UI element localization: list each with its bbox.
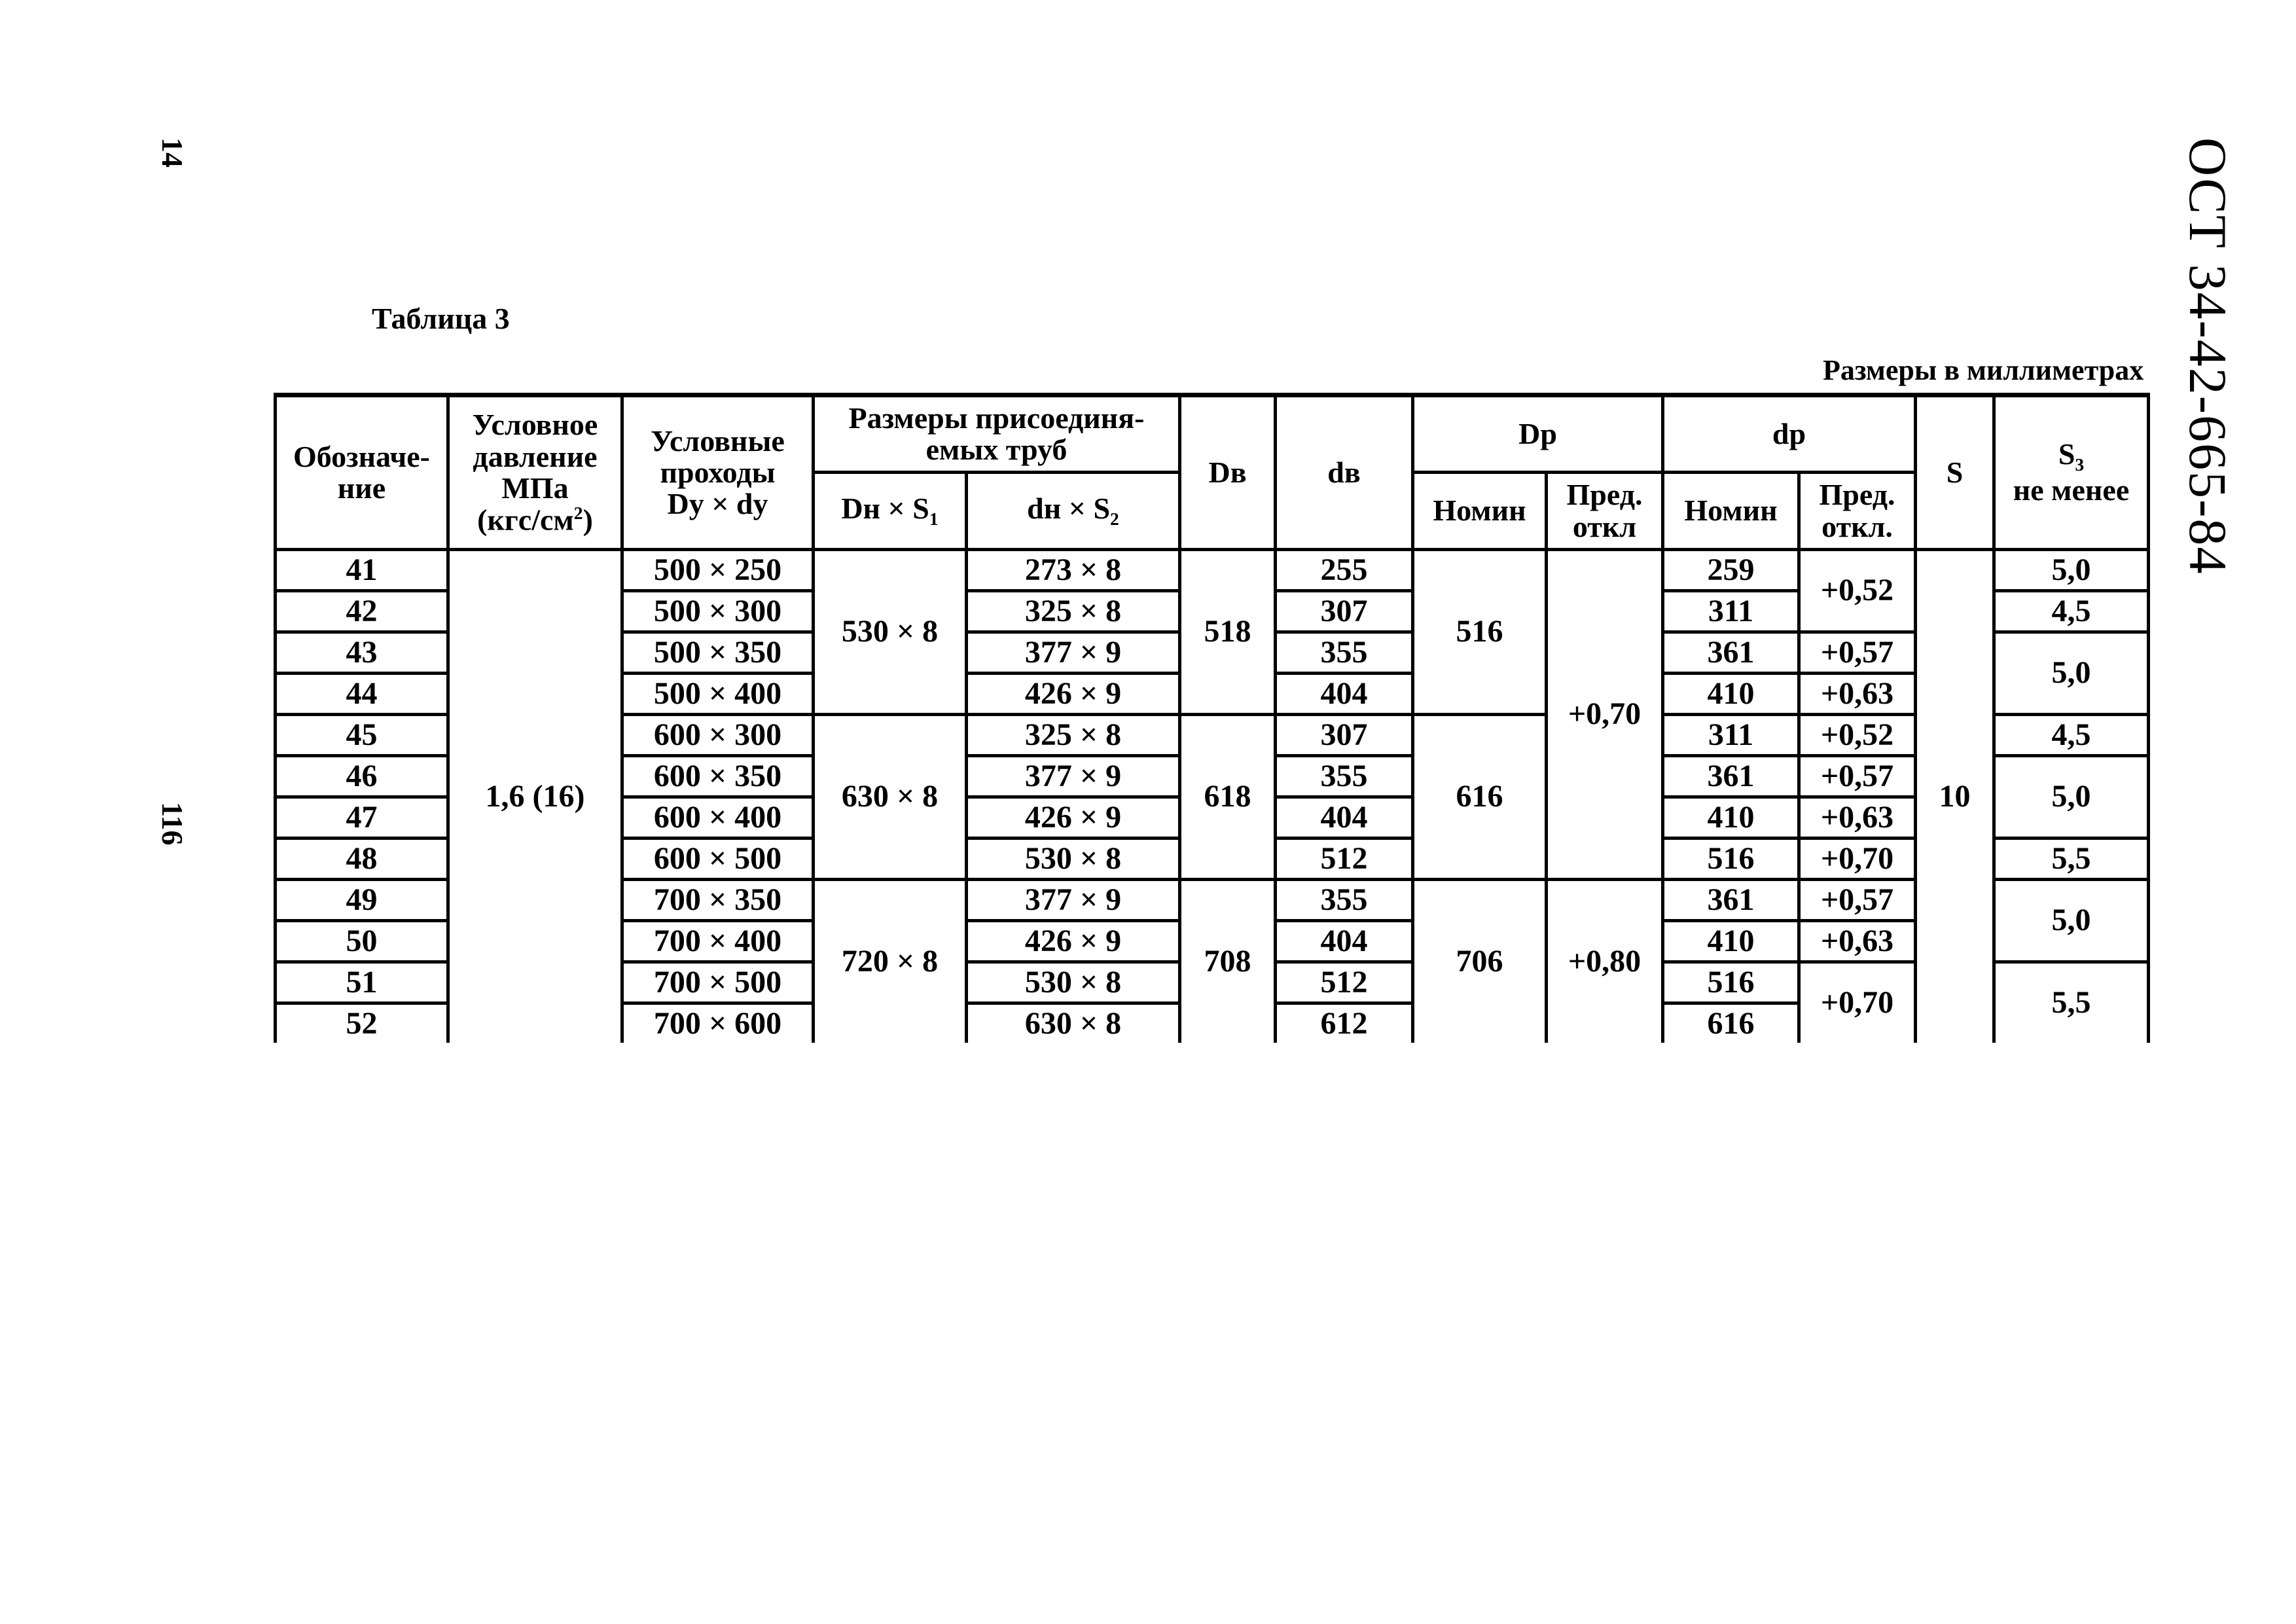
header-dp-deviation: Пред. откл.	[1799, 473, 1916, 550]
cell-dv: 404	[1276, 797, 1413, 839]
cell-dp-dev: +0,63	[1799, 921, 1916, 962]
page-number: 14	[156, 137, 189, 168]
header-dv: dв	[1276, 395, 1413, 550]
cell-dv: 512	[1276, 839, 1413, 880]
cell-dp-dev: +0,57	[1799, 632, 1916, 674]
cell-dy: 700 × 350	[622, 880, 814, 921]
cell-Dv: 708	[1180, 880, 1276, 1043]
cell-id: 42	[276, 591, 448, 632]
cell-dy: 500 × 250	[622, 550, 814, 591]
cell-dy: 500 × 400	[622, 674, 814, 715]
cell-dv: 307	[1276, 715, 1413, 756]
cell-dp: 311	[1663, 591, 1799, 632]
header-S: S	[1916, 395, 1994, 550]
cell-branch: 377 × 9	[967, 880, 1180, 921]
cell-pipe-main: 720 × 8	[814, 880, 967, 1043]
cell-id: 41	[276, 550, 448, 591]
cell-dp-dev: +0,63	[1799, 797, 1916, 839]
cell-s3: 5,0	[1994, 550, 2149, 591]
cell-pipe-main: 630 × 8	[814, 715, 967, 880]
header-pipe-branch: dн × $S_2$	[967, 473, 1180, 550]
cell-s3: 4,5	[1994, 715, 2149, 756]
cell-dv: 355	[1276, 632, 1413, 674]
document-code: ОСТ 34-42-665-84	[2178, 137, 2238, 575]
cell-dp: 410	[1663, 797, 1799, 839]
header-dp: dp	[1663, 395, 1916, 473]
cell-dp-dev: +0,57	[1799, 880, 1916, 921]
cell-branch: 426 × 9	[967, 674, 1180, 715]
cell-Dv: 518	[1180, 550, 1276, 715]
cell-branch: 426 × 9	[967, 797, 1180, 839]
cell-dv: 355	[1276, 880, 1413, 921]
cell-Dp-nominal: 706	[1413, 880, 1547, 1043]
cell-dy: 600 × 300	[622, 715, 814, 756]
cell-branch: 630 × 8	[967, 1003, 1180, 1043]
header-pressure: Условное давление МПа $(кгс/см^2)$	[448, 395, 622, 550]
cell-branch: 530 × 8	[967, 962, 1180, 1003]
cell-id: 48	[276, 839, 448, 880]
cell-dy: 500 × 300	[622, 591, 814, 632]
cell-branch: 325 × 8	[967, 591, 1180, 632]
cell-Dp-nominal: 616	[1413, 715, 1547, 880]
cell-dy: 700 × 600	[622, 1003, 814, 1043]
header-dp-nominal: Номин	[1663, 473, 1799, 550]
header-passages: Условные проходы Dy × dy	[622, 395, 814, 550]
page-number-secondary: 116	[156, 802, 189, 846]
table-row	[276, 550, 2149, 591]
header-Dp-deviation: Пред. откл	[1547, 473, 1663, 550]
cell-dp-dev: +0,63	[1799, 674, 1916, 715]
table-caption: Таблица 3	[372, 302, 510, 335]
cell-id: 50	[276, 921, 448, 962]
cell-dp: 361	[1663, 880, 1799, 921]
cell-id: 49	[276, 880, 448, 921]
cell-dy: 700 × 500	[622, 962, 814, 1003]
cell-branch: 325 × 8	[967, 715, 1180, 756]
cell-Dv: 618	[1180, 715, 1276, 880]
cell-dp: 516	[1663, 962, 1799, 1003]
cell-dp-dev: +0,52	[1799, 550, 1916, 632]
cell-branch: 530 × 8	[967, 839, 1180, 880]
cell-dp-dev: +0,70	[1799, 962, 1916, 1043]
cell-id: 52	[276, 1003, 448, 1043]
cell-dp: 259	[1663, 550, 1799, 591]
cell-branch: 377 × 9	[967, 632, 1180, 674]
cell-s3: 5,0	[1994, 632, 2149, 715]
cell-dp: 311	[1663, 715, 1799, 756]
cell-dp: 516	[1663, 839, 1799, 880]
cell-dv: 404	[1276, 674, 1413, 715]
cell-id: 45	[276, 715, 448, 756]
cell-id: 43	[276, 632, 448, 674]
header-S3: $S_3$ не менее	[1994, 395, 2149, 550]
cell-dy: 600 × 350	[622, 756, 814, 797]
cell-dv: 612	[1276, 1003, 1413, 1043]
cell-dy: 600 × 500	[622, 839, 814, 880]
cell-s3: 5,0	[1994, 756, 2149, 839]
cell-dv: 307	[1276, 591, 1413, 632]
cell-s3: 4,5	[1994, 591, 2149, 632]
cell-s3: 5,5	[1994, 962, 2149, 1043]
header-pipe-main: Dн × $S_1$	[814, 473, 967, 550]
cell-s3: 5,5	[1994, 839, 2149, 880]
cell-dp-dev: +0,52	[1799, 715, 1916, 756]
header-pipes: Размеры присоединя-емых труб	[814, 395, 1180, 473]
dimensions-table	[274, 393, 2150, 1043]
cell-Dp-deviation: +0,70	[1547, 550, 1663, 880]
cell-dy: 500 × 350	[622, 632, 814, 674]
cell-id: 47	[276, 797, 448, 839]
units-note: Размеры в миллиметрах	[1823, 354, 2144, 386]
header-Dp: Dp	[1413, 395, 1663, 473]
cell-branch: 377 × 9	[967, 756, 1180, 797]
cell-dp: 410	[1663, 674, 1799, 715]
cell-dp: 361	[1663, 632, 1799, 674]
cell-id: 51	[276, 962, 448, 1003]
cell-S: 10	[1916, 550, 1994, 1043]
cell-dp: 361	[1663, 756, 1799, 797]
cell-Dp-nominal: 516	[1413, 550, 1547, 715]
cell-dv: 512	[1276, 962, 1413, 1003]
cell-dv: 404	[1276, 921, 1413, 962]
cell-s3: 5,0	[1994, 880, 2149, 962]
cell-dp-dev: +0,57	[1799, 756, 1916, 797]
cell-Dp-deviation: +0,80	[1547, 880, 1663, 1043]
cell-id: 46	[276, 756, 448, 797]
cell-dp: 616	[1663, 1003, 1799, 1043]
header-Dp-nominal: Номин	[1413, 473, 1547, 550]
cell-branch: 273 × 8	[967, 550, 1180, 591]
cell-dy: 600 × 400	[622, 797, 814, 839]
cell-dv: 255	[1276, 550, 1413, 591]
cell-pipe-main: 530 × 8	[814, 550, 967, 715]
cell-dv: 355	[1276, 756, 1413, 797]
cell-dp-dev: +0,70	[1799, 839, 1916, 880]
cell-branch: 426 × 9	[967, 921, 1180, 962]
cell-dp: 410	[1663, 921, 1799, 962]
cell-id: 44	[276, 674, 448, 715]
header-Dv: Dв	[1180, 395, 1276, 550]
cell-dy: 700 × 400	[622, 921, 814, 962]
header-designation: Обозначе-ние	[276, 395, 448, 550]
cell-pressure: 1,6 (16)	[448, 550, 622, 1043]
